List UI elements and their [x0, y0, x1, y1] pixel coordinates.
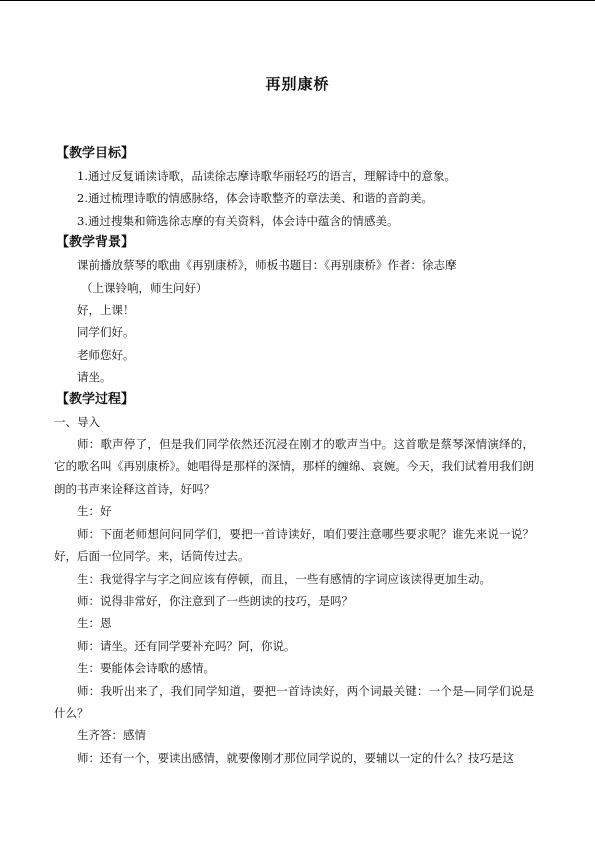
background-line: 好，上课！	[77, 303, 135, 318]
section-heading-process: 【教学过程】	[56, 391, 135, 407]
dialogue-paragraph: 师：歌声停了，但是我们同学依然还沉浸在刚才的歌声当中。这首歌是蔡琴深情演绎的，它的歌名叫《再别康桥》。她唱得是那样的深情，那样的缠绵、哀婉。今天，我们试着用我们朗朗的书声来诠释这首诗，好吗？	[54, 437, 534, 496]
dialogue-paragraph: 生：恩	[77, 616, 112, 631]
goal-item: 2.通过梳理诗歌的情感脉络，体会诗歌整齐的章法美、和谐的音韵美。	[77, 191, 433, 206]
goal-item: 3.通过搜集和筛选徐志摩的有关资料，体会诗中蕴含的情感美。	[77, 213, 399, 228]
background-line: 请坐。	[77, 370, 112, 385]
dialogue-paragraph: 师：下面老师想问问同学们，要把一首诗读好，咱们要注意哪些要求呢？谁先来说一说？好，后面一位同学。来，话筒传过去。	[54, 526, 534, 564]
dialogue-paragraph: 生：好	[77, 504, 112, 519]
dialogue-paragraph: 生：我觉得字与字之间应该有停顿，而且，一些有感情的字词应该读得更加生动。	[77, 571, 491, 586]
background-line: 同学们好。	[77, 325, 135, 340]
dialogue-paragraph: 生：要能体会诗歌的感情。	[77, 661, 215, 676]
dialogue-paragraph: 师：还有一个，要读出感情，就要像刚才那位同学说的，要辅以一定的什么？技巧是这	[77, 750, 514, 765]
top-border-line	[0, 0, 595, 1]
document-body	[54, 143, 534, 769]
section-heading-goals: 【教学目标】	[56, 146, 135, 161]
section-heading-background: 【教学背景】	[56, 235, 135, 251]
document-title: 再别康桥	[265, 75, 330, 93]
background-line: （上课铃响，师生问好）	[81, 280, 208, 295]
background-line: 老师您好。	[77, 347, 135, 362]
dialogue-paragraph: 师：请坐。还有同学要补充吗？阿，你说。	[77, 638, 296, 653]
dialogue-paragraph: 生齐答：感情	[77, 728, 146, 743]
process-subheading: 一、导入	[54, 414, 100, 429]
dialogue-paragraph: 师：说得非常好，你注意到了一些朗读的技巧，是吗？	[77, 593, 353, 608]
background-line: 课前播放蔡琴的歌曲《再别康桥》，师板书题目：《再别康桥》作者：徐志摩	[77, 258, 457, 273]
goal-item: 1.通过反复诵读诗歌，品读徐志摩诗歌华丽轻巧的语言，理解诗中的意象。	[77, 169, 456, 183]
dialogue-paragraph: 师：我听出来了，我们同学知道，要把一首诗读好，两个词最关键：一个是—同学们说是什么？	[54, 683, 534, 720]
